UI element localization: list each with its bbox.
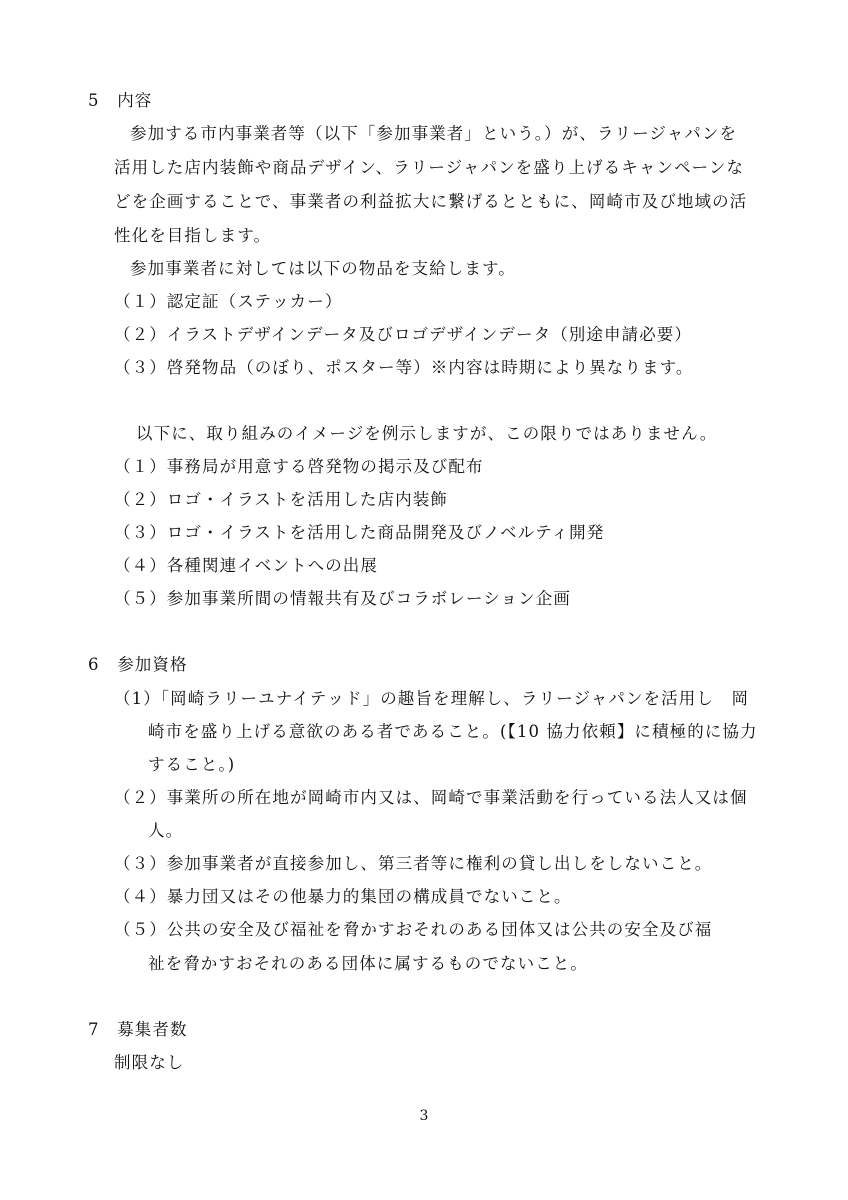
supplies-item: （１）認定証（ステッカー） bbox=[114, 292, 343, 311]
supplies-intro: 参加事業者に対しては以下の物品を支給します。 bbox=[130, 259, 516, 278]
qualification-item: （３）参加事業者が直接参加し、第三者等に権利の貸し出しをしないこと。 bbox=[114, 854, 713, 873]
supplies-item: （２）イラストデザインデータ及びロゴデザインデータ（別途申請必要） bbox=[114, 325, 692, 344]
example-item: （３）ロゴ・イラストを活用した商品開発及びノベルティ開発 bbox=[114, 523, 605, 542]
qualification-item-continued: 祉を脅かすおそれのある団体に属するものでないこと。 bbox=[148, 954, 588, 973]
section-7-heading: 7 募集者数 bbox=[88, 1020, 188, 1039]
qualification-item: （５）公共の安全及び福祉を脅かすおそれのある団体又は公共の安全及び福 bbox=[114, 920, 713, 939]
qualification-item: （２）事業所の所在地が岡崎市内又は、岡崎で事業活動を行っている法人又は個 bbox=[114, 788, 748, 807]
section-6-heading: 6 参加資格 bbox=[88, 655, 188, 674]
example-item: （５）参加事業所間の情報共有及びコラボレーション企画 bbox=[114, 589, 571, 608]
qualification-item: （４）暴力団又はその他暴力的集団の構成員でないこと。 bbox=[114, 887, 572, 906]
example-item: （４）各種関連イベントへの出展 bbox=[114, 556, 378, 575]
section-5-paragraph-line: 参加する市内事業者等（以下「参加事業者」という。）が、ラリージャパンを bbox=[130, 124, 738, 143]
section-5-paragraph-line: 活用した店内装飾や商品デザイン、ラリージャパンを盛り上げるキャンペーンな bbox=[114, 158, 745, 177]
qualification-item: （1）「岡崎ラリーユナイテッド」の趣旨を理解し、ラリージャパンを活用し 岡 bbox=[114, 689, 750, 708]
qualification-item-continued: 崎市を盛り上げる意欲のある者であること。(【10 協力依頼】に積極的に協力 bbox=[148, 722, 758, 741]
section-5-paragraph-line: 性化を目指します。 bbox=[114, 226, 272, 245]
qualification-item-continued: 人。 bbox=[148, 821, 184, 840]
section-5-heading: 5 内容 bbox=[88, 91, 153, 110]
example-item: （１）事務局が用意する啓発物の掲示及び配布 bbox=[114, 457, 484, 476]
example-item: （２）ロゴ・イラストを活用した店内装飾 bbox=[114, 490, 448, 509]
examples-intro: 以下に、取り組みのイメージを例示しますが、この限りではありません。 bbox=[136, 424, 718, 443]
supplies-item: （３）啓発物品（のぼり、ポスター等）※内容は時期により異なります。 bbox=[114, 358, 694, 377]
qualification-item-continued: すること。) bbox=[148, 755, 236, 774]
section-7-body: 制限なし bbox=[114, 1053, 185, 1072]
section-5-paragraph-line: どを企画することで、事業者の利益拡大に繋げるとともに、岡崎市及び地域の活 bbox=[114, 192, 748, 211]
page-number: 3 bbox=[419, 1108, 429, 1124]
